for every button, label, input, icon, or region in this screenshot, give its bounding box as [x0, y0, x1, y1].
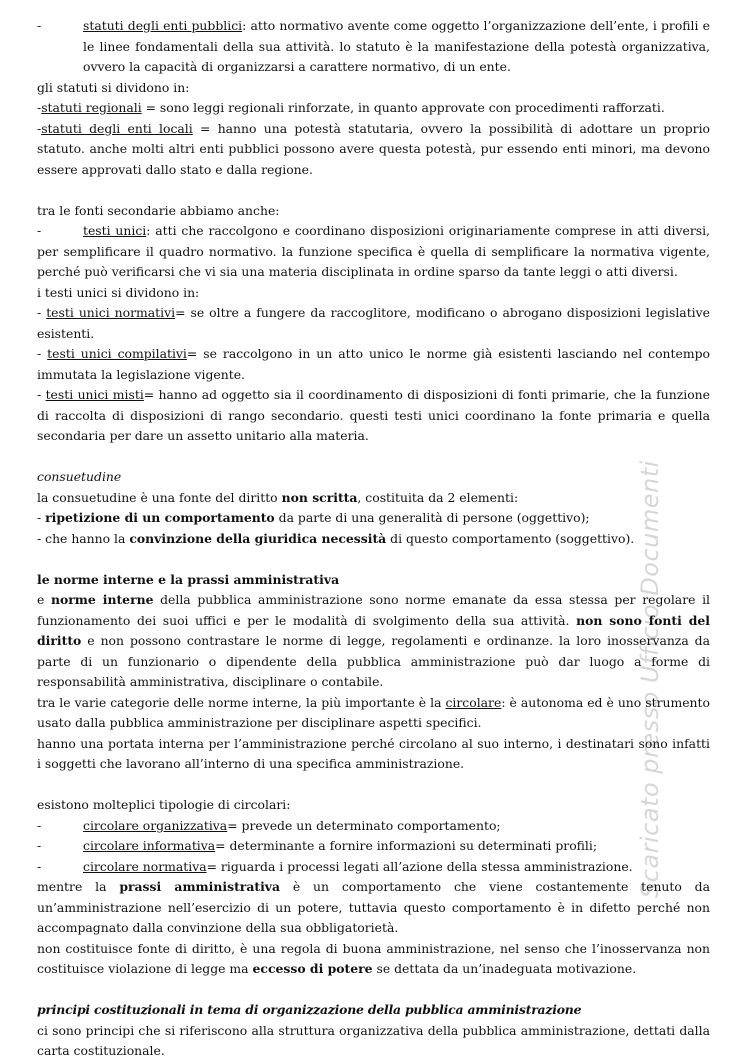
list-item: [37, 119, 710, 181]
paragraph-text: : atto normativo avente come oggetto l’organizzazione dell’ente, i profili e le linee fondamentali della sua attività. lo statuto è la manifestazione della potestà organizzativa, ovvero la capacità di organizzarsi a carattere normativo, di un ente.: [83, 18, 710, 74]
paragraph: [37, 939, 710, 980]
term-circolare-informativa: circolare informativa: [83, 838, 216, 853]
spacer: [37, 180, 710, 201]
term-circolare-normativa: circolare normativa: [83, 858, 207, 874]
section-heading-consuetudine: consuetudine: [37, 469, 122, 484]
list-dash: -: [37, 510, 46, 525]
paragraph-text: e non possono contrastare le norme di legge, regolamenti e ordinanze. la loro inosservanza da parte di un funzionario o dipendente della pubblica amministrazione può dar luogo a forme di responsabilità amministrativa, disciplinare o contabile.: [37, 633, 710, 689]
paragraph-text: = prevede un determinato comportamento;: [227, 817, 501, 833]
paragraph-text: , costituita da 2 elementi:: [357, 489, 519, 505]
paragraph-text: : è autonoma ed è uno strumento usato dalla pubblica amministrazione per disciplinare aspetti specifici.: [37, 694, 710, 730]
paragraph: [37, 488, 710, 509]
paragraph-text: = determinante a fornire informazioni su determinati profili;: [215, 838, 598, 853]
list-dash: -: [37, 817, 42, 833]
section-heading-norme-interne: le norme interne e la prassi amministrativa: [37, 571, 340, 587]
bold-text: non sono fonti del diritto: [37, 612, 710, 648]
paragraph-text: della pubblica amministrazione sono norme emanate da essa stessa per regolare il funzionamento dei suoi uffici e per le modalità di svolgimento della sua attività.: [37, 592, 710, 628]
paragraph: hanno una portata interna per l’amministrazione perché circolano al suo interno, i destinatari sono infatti i soggetti che lavorano all’interno di una specifica amministrazione.: [37, 735, 710, 771]
document-body: [37, 16, 710, 1062]
watermark: Scaricato presso Ufficio Documenti: [636, 460, 664, 898]
list-dash: -: [37, 223, 42, 238]
list-item: [37, 16, 710, 78]
paragraph: [37, 877, 710, 939]
list-dash: -: [37, 346, 48, 361]
list-item: [37, 816, 710, 837]
paragraph-text: e: [37, 592, 51, 607]
list-item: [37, 836, 710, 857]
paragraph-text: la consuetudine è una fonte del diritto: [37, 489, 282, 505]
list-item: [37, 529, 710, 550]
bold-text: non scritta: [281, 489, 358, 505]
paragraph-text: = se raccolgono in un atto unico le norme già esistenti lasciando nel contempo immutata la legislazione vigente.: [37, 346, 710, 382]
bold-text: norme interne: [50, 592, 154, 607]
paragraph: [37, 221, 710, 283]
paragraph-text: = hanno una potestà statutaria, ovvero la possibilità di adottare un proprio statuto. anche molti altri enti pubblici possono avere questa potestà, pur essendo enti minori, ma devono essere approvati dallo stato e dalla regione.: [37, 120, 710, 177]
paragraph-text: = se oltre a fungere da raccoglitore, modificano o abrogano disposizioni legislative esistenti.: [37, 305, 710, 341]
bold-text: convinzione della giuridica necessità: [129, 530, 387, 546]
term-circolare-organizzativa: circolare organizzativa: [83, 817, 228, 833]
bold-text: eccesso di potere: [252, 961, 373, 976]
list-dash: -: [37, 100, 42, 115]
paragraph-text: se dettata da un’inadeguata motivazione.: [372, 961, 637, 976]
term-statuti-enti-pubblici: statuti degli enti pubblici: [83, 18, 243, 33]
term-testi-unici-misti: testi unici misti: [45, 387, 144, 402]
list-dash: -: [37, 858, 42, 874]
paragraph-text: mentre la: [37, 879, 120, 894]
term-statuti-regionali: statuti regionali: [41, 100, 142, 115]
term-testi-unici: testi unici: [83, 223, 147, 238]
spacer: [37, 549, 710, 570]
paragraph-text: non costituisce fonte di diritto, è una regola di buona amministrazione, nel senso che l’inosservanza non costituisce violazione di legge ma: [37, 940, 710, 976]
paragraph-text: = sono leggi regionali rinforzate, in quanto approvate con procedimenti rafforzati.: [141, 100, 665, 115]
list-item: [37, 303, 710, 344]
paragraph-text: = hanno ad oggetto sia il coordinamento di disposizioni di fonti primarie, che la funzione di raccolta di disposizioni di rango secondario. questi testi unici coordinano la fonte primaria e quella secondaria per dare un assetto unitario alla materia.: [37, 387, 710, 443]
spacer: [37, 980, 710, 1001]
paragraph-text: - che hanno la: [37, 530, 130, 546]
term-statuti-enti-locali: statuti degli enti locali: [41, 120, 193, 136]
term-testi-unici-compilativi: testi unici compilativi: [47, 346, 187, 361]
spacer: [37, 775, 710, 796]
list-item: [37, 857, 710, 878]
list-content: [83, 816, 501, 837]
paragraph: i testi unici si dividono in:: [37, 284, 200, 300]
paragraph: [83, 16, 710, 78]
paragraph-text: è un comportamento che viene costantemente tenuto da un’amministrazione nell’esercizio di un potere, tuttavia questo comportamento è in difetto perché non accompagnato dalla convinzione della sua obbligatorietà.: [37, 879, 711, 935]
bold-text: ripetizione di un comportamento: [45, 510, 275, 525]
list-dash: -: [37, 305, 47, 320]
list-content: [83, 836, 597, 857]
paragraph: [37, 693, 710, 734]
spacer: [37, 447, 710, 468]
list-item: [37, 98, 710, 119]
term-circolare: circolare: [445, 694, 502, 710]
list-item: [37, 344, 710, 385]
term-testi-unici-normativi: testi unici normativi: [46, 305, 176, 320]
list-content: [83, 857, 633, 878]
list-dash: -: [37, 838, 42, 853]
list-item: [37, 385, 710, 447]
paragraph: [37, 590, 710, 693]
paragraph: tra le fonti secondarie abbiamo anche:: [37, 202, 280, 218]
list-dash: -: [37, 120, 42, 136]
bold-text: prassi amministrativa: [119, 879, 281, 894]
paragraph-text: da parte di una generalità di persone (oggettivo);: [274, 510, 590, 525]
list-dash: -: [37, 387, 46, 402]
paragraph-text: di questo comportamento (soggettivo).: [386, 530, 635, 546]
list-dash: -: [37, 18, 42, 33]
list-item: [37, 508, 710, 529]
paragraph: esistono molteplici tipologie di circolari:: [37, 797, 291, 812]
paragraph-text: tra le varie categorie delle norme interne, la più importante è la: [37, 694, 446, 710]
paragraph: ci sono principi che si riferiscono alla struttura organizzativa della pubblica amministrazione, dettati dalla carta costituzionale.: [37, 1022, 710, 1058]
section-heading-principi-costituzionali: principi costituzionali in tema di organizzazione della pubblica amministrazione: [37, 1002, 582, 1017]
paragraph-text: = riguarda i processi legati all’azione della stessa amministrazione.: [206, 858, 633, 874]
paragraph: gli statuti si dividono in:: [37, 79, 190, 95]
paragraph-text: : atti che raccolgono e coordinano disposizioni originariamente comprese in atti diversi, per semplificare il quadro normativo. la funzione specifica è quella di semplificare la normativa vigente, perché può verificarsi che vi sia una materia disciplinata in ordine sparso da tante leggi o atti diversi.: [37, 223, 711, 279]
